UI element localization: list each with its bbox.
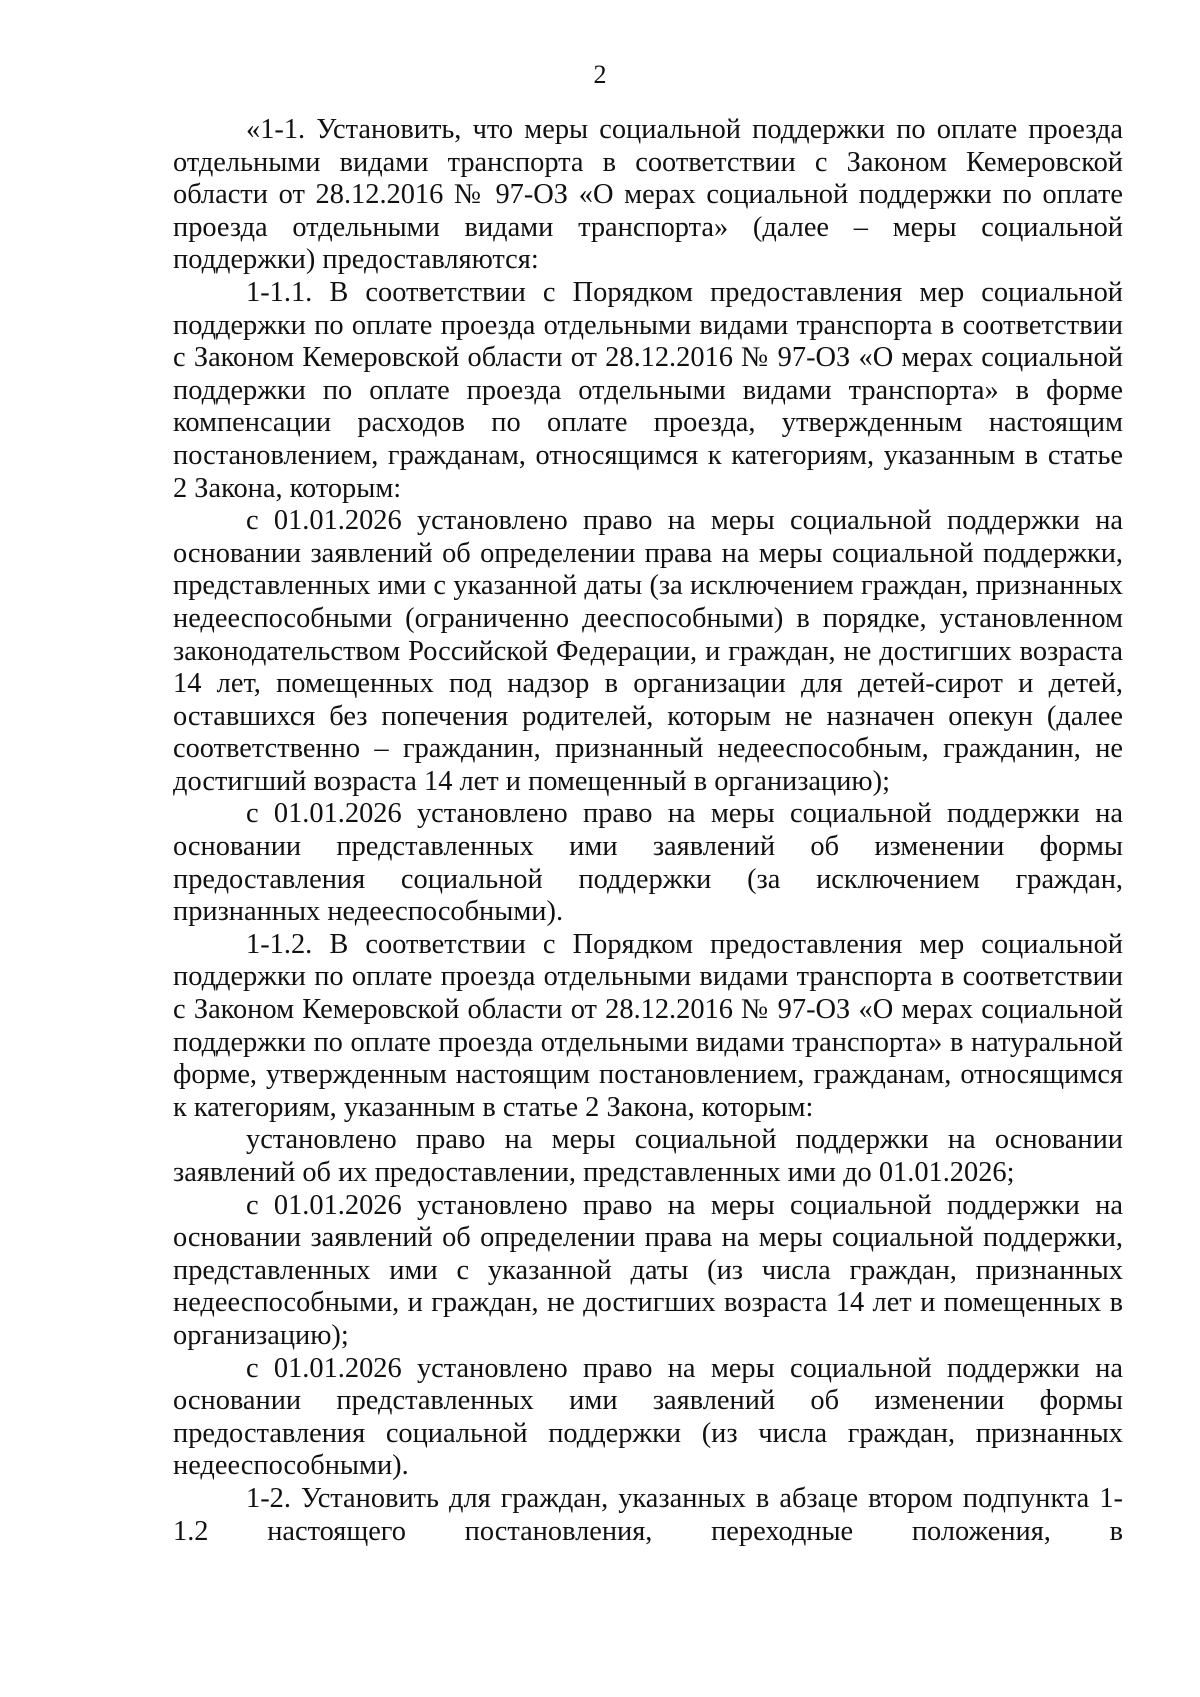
paragraph-1-1: «1-1. Установить, что меры социальной поддержки по оплате проезда отдельными видами транспорта в соответствии с Законом Кемеровской области от 28.12.2016 № 97-ОЗ «О мерах социальной поддержки по оплате проезда отдельными видами транспорта» (далее – меры социальной поддержки) предоставляются: xyxy=(173,114,1123,276)
paragraph-1-1-1: 1-1.1. В соответствии с Порядком предоставления мер социальной поддержки по оплате проезда отдельными видами транспорта в соответствии с Законом Кемеровской области от 28.12.2016 № 97-ОЗ «О мерах социальной поддержки по оплате проезда отдельными видами транспорта» в форме компенсации расходов по оплате проезда, утвержденным настоящим постановлением, гражданам, относящимся к категориям, указанным в статье 2 Закона, которым: xyxy=(173,276,1123,504)
paragraph-1-2: 1-2. Установить для граждан, указанных в абзаце втором подпункта 1-1.2 настоящего постановления, переходные положения, в xyxy=(173,1482,1123,1547)
paragraph-in-kind-before-2026: установлено право на меры социальной поддержки на основании заявлений об их предоставлении, представленных ими до 01.01.2026; xyxy=(173,1124,1123,1188)
document-body xyxy=(173,114,1123,1548)
paragraph-1-1-2: 1-1.2. В соответствии с Порядком предоставления мер социальной поддержки по оплате проезда отдельными видами транспорта в соответствии с Законом Кемеровской области от 28.12.2016 № 97-ОЗ «О мерах социальной поддержки по оплате проезда отдельными видами транспорта» в натуральной форме, утвержденным настоящим постановлением, гражданам, относящимся к категориям, указанным в статье 2 Закона, которым: xyxy=(173,928,1123,1123)
paragraph-in-kind-new-applications: с 01.01.2026 установлено право на меры социальной поддержки на основании заявлений об определении права на меры социальной поддержки, представленных ими с указанной даты (из числа граждан, признанных недееспособными, и граждан, не достигших возраста 14 лет и помещенных в организацию); xyxy=(173,1189,1123,1351)
paragraph-compensation-new-applications: с 01.01.2026 установлено право на меры социальной поддержки на основании заявлений об определении права на меры социальной поддержки, представленных ими с указанной даты (за исключением граждан, признанных недееспособными (ограниченно дееспособными) в порядке, установленном законодательством Российской Федерации, и граждан, не достигших возраста 14 лет, помещенных под надзор в организации для детей-сирот и детей, оставшихся без попечения родителей, которым не назначен опекун (далее соответственно – гражданин, признанный недееспособным, гражданин, не достигший возраста 14 лет и помещенный в организацию); xyxy=(173,505,1123,797)
page-number: 2 xyxy=(593,60,607,89)
paragraph-compensation-form-change: с 01.01.2026 установлено право на меры социальной поддержки на основании представленных ими заявлений об изменении формы предоставления социальной поддержки (за исключением граждан, признанных недееспособными). xyxy=(173,798,1123,928)
paragraph-in-kind-form-change: с 01.01.2026 установлено право на меры социальной поддержки на основании представленных ими заявлений об изменении формы предоставления социальной поддержки (из числа граждан, признанных недееспособными). xyxy=(173,1352,1123,1482)
